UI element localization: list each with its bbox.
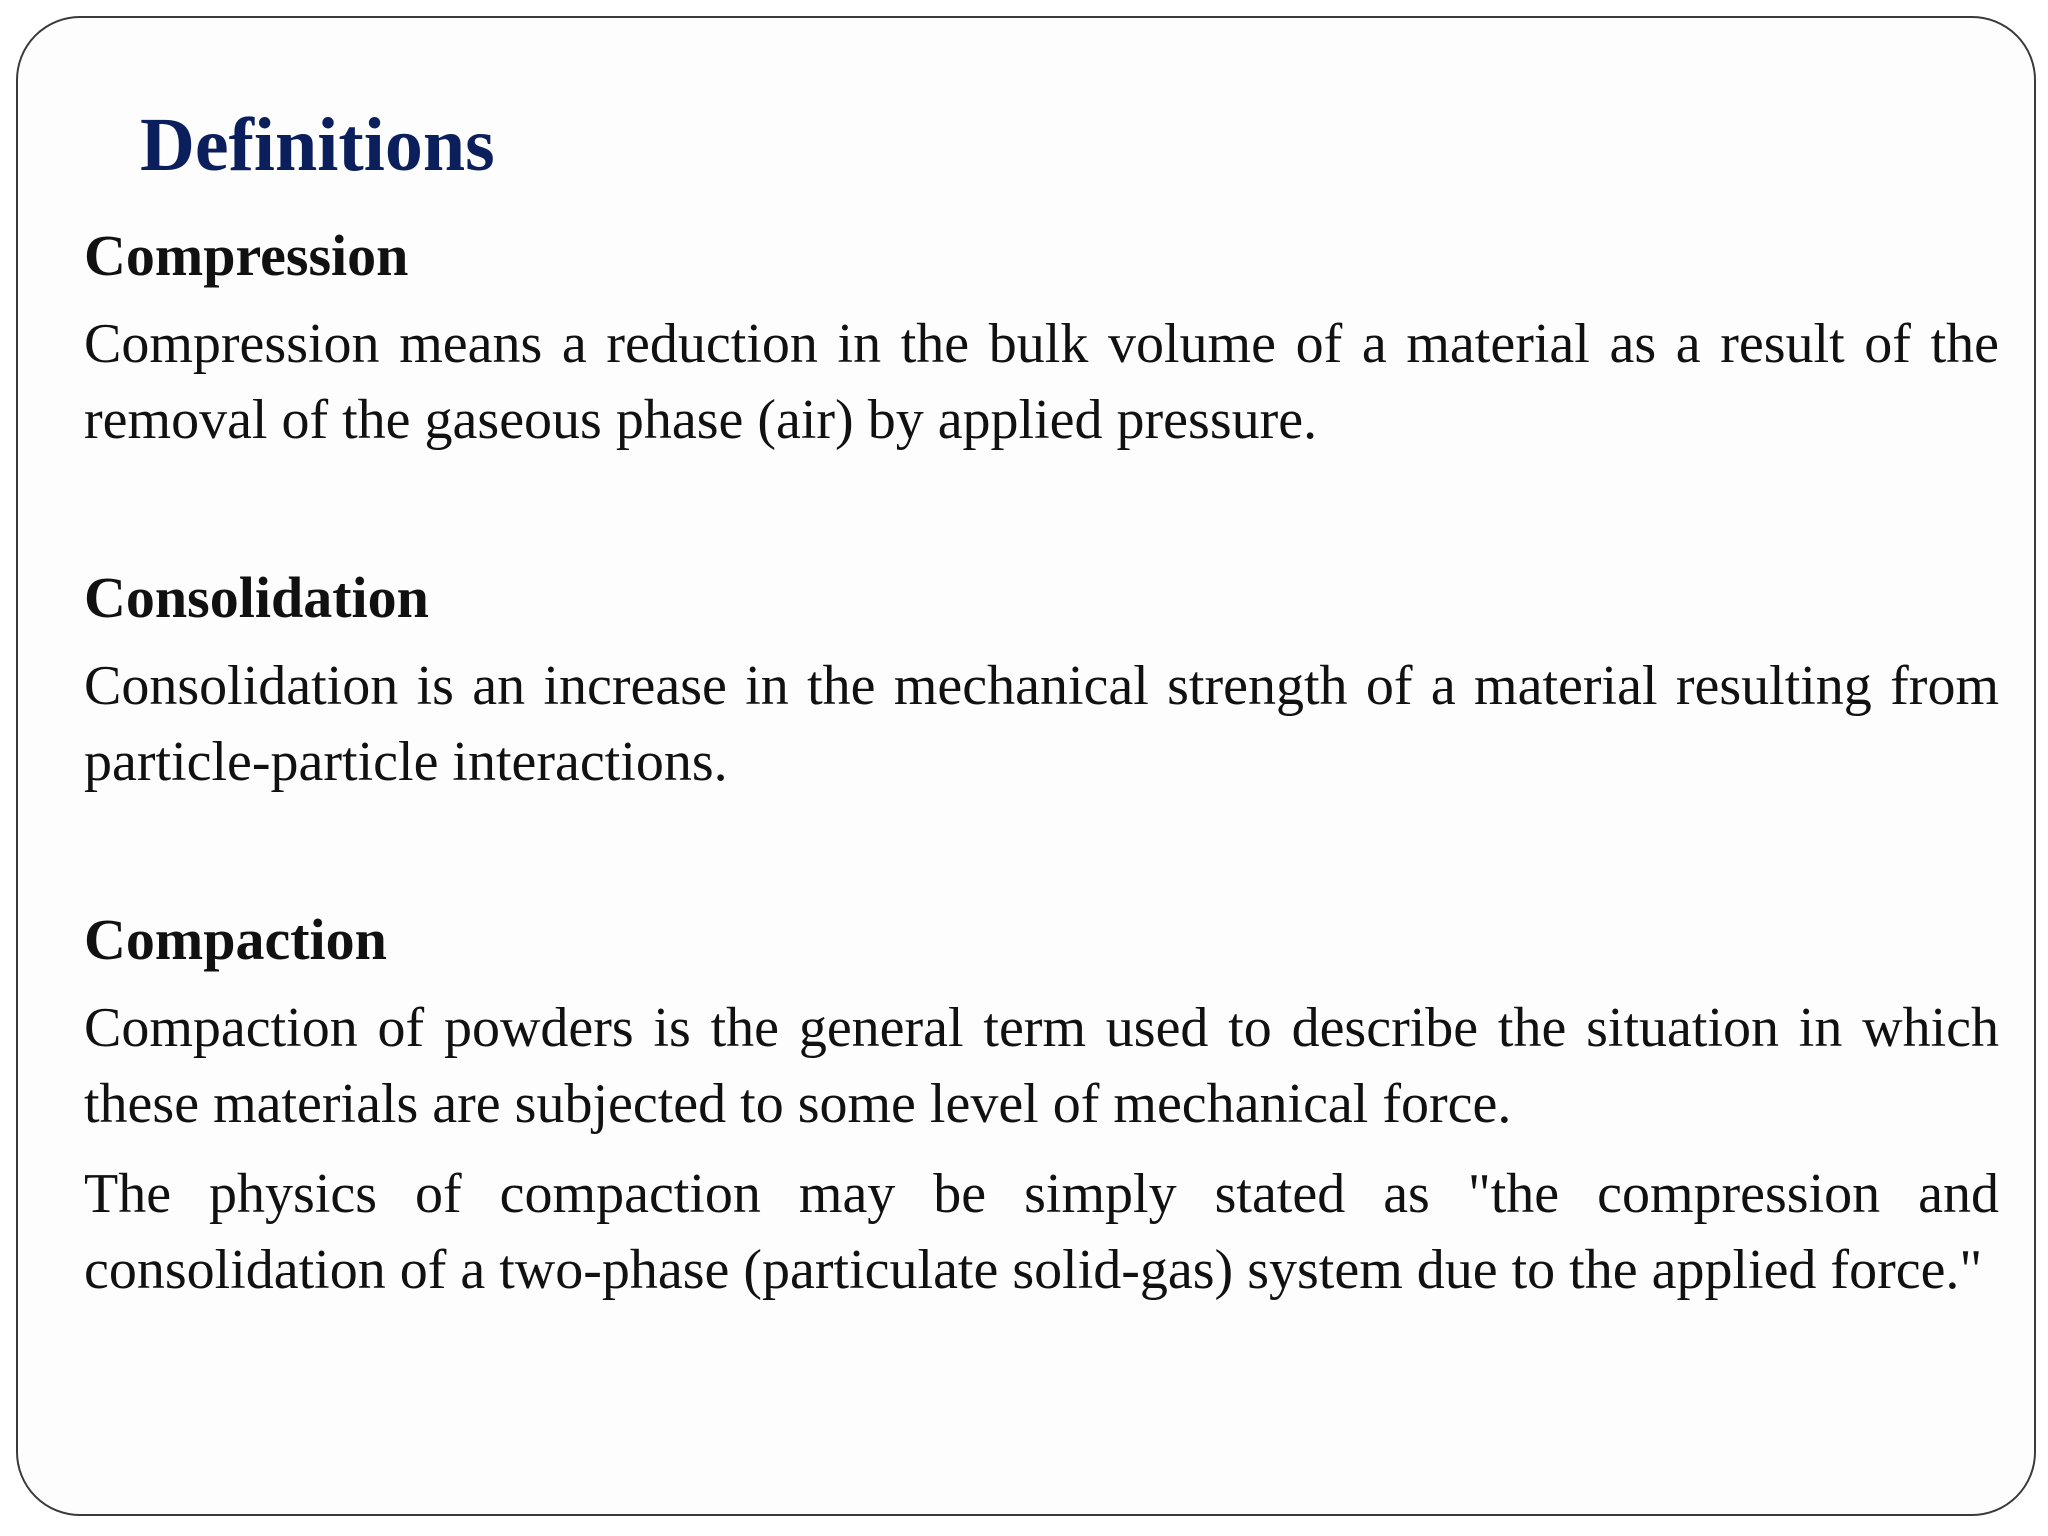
term-heading-compaction: Compaction [84, 907, 387, 972]
term-definition-consolidation: Consolidation is an increase in the mechanical strength of a material resulting from particle-particle interactions. [84, 655, 1999, 793]
term-physics-compaction: The physics of compaction may be simply stated as "the compression and consolidation of a two-phase (particulate solid-gas) system due to the applied force." [84, 1163, 1999, 1301]
term-definition-compaction: Compaction of powders is the general term used to describe the situation in which these materials are subjected to some level of mechanical force. [84, 997, 1999, 1135]
term-definition-compression: Compression means a reduction in the bulk volume of a material as a result of the removal of the gaseous phase (air) by applied pressure. [84, 313, 1999, 451]
section-compaction [84, 902, 1999, 1308]
slide-title: Definitions [140, 103, 495, 187]
term-heading-compression: Compression [84, 223, 409, 288]
slide-content [84, 218, 1999, 1308]
section-compression [84, 218, 1999, 458]
term-heading-consolidation: Consolidation [84, 565, 429, 630]
slide-frame [16, 16, 2036, 1516]
section-consolidation [84, 560, 1999, 800]
